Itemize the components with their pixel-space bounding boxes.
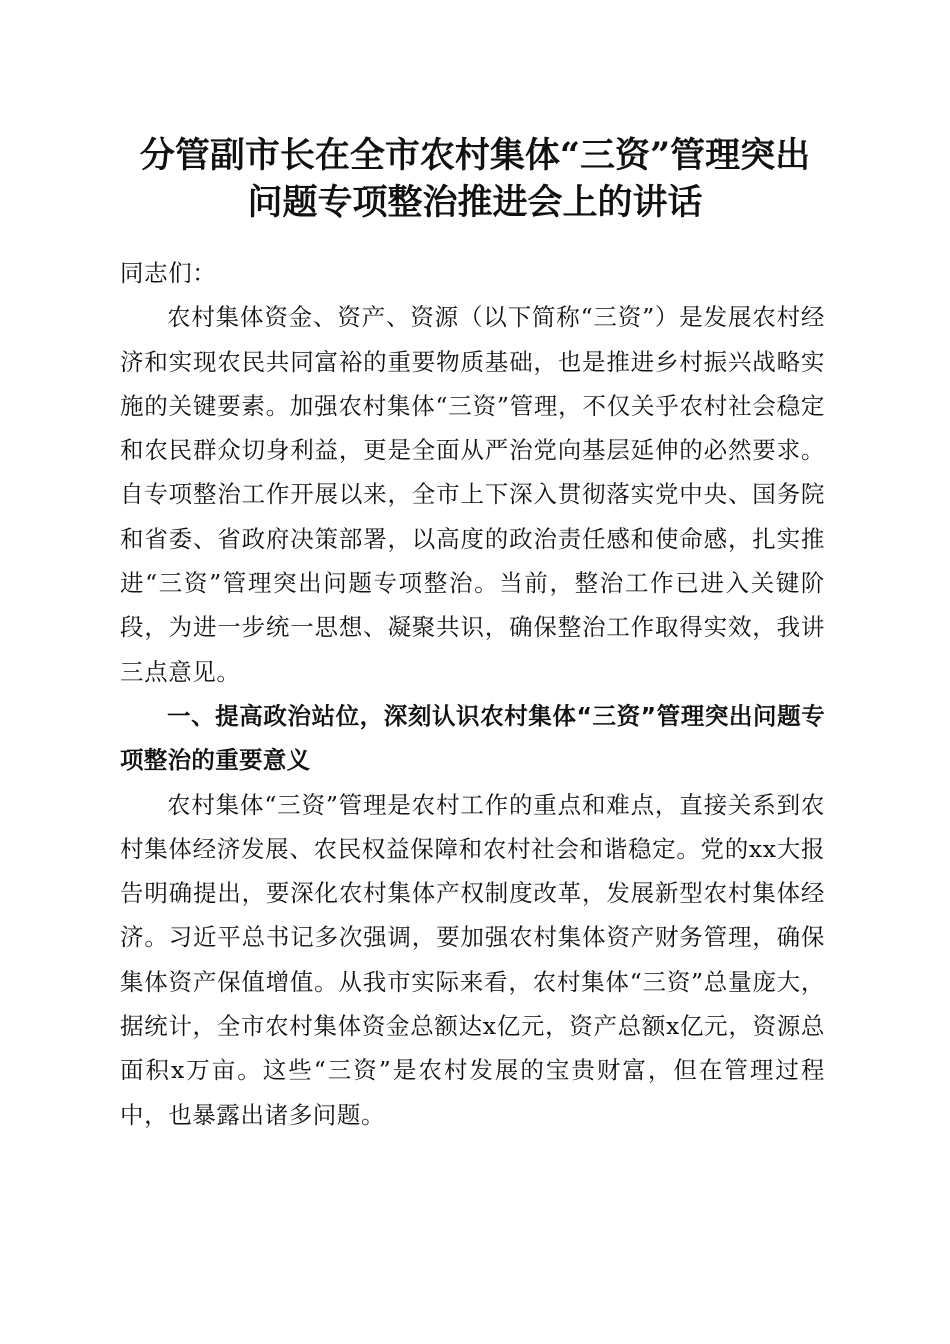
section-heading-1: 一、提高政治站位，深刻认识农村集体“三资”管理突出问题专项整治的重要意义: [120, 701, 825, 775]
paragraph-intro: 农村集体资金、资产、资源（以下简称“三资”）是发展农村经济和实现农民共同富裕的重要物质基础，也是推进乡村振兴战略实施的关键要素。加强农村集体“三资”管理，不仅关乎农村社会稳定和农民群众切身利益，更是全面从严治党向基层延伸的必然要求。自专项整治工作开展以来，全市上下深入贯彻落实党中央、国务院和省委、省政府决策部署，以高度的政治责任感和使命感，扎实推进“三资”管理突出问题专项整治。当前，整治工作已进入关键阶段，为进一步统一思想、凝聚共识，确保整治工作取得实效，我讲三点意见。: [120, 303, 825, 686]
salutation: 同志们：: [120, 259, 217, 287]
title-line-1: 分管副市长在全市农村集体“三资”管理突出: [139, 135, 811, 176]
paragraph-section-1: 农村集体“三资”管理是农村工作的重点和难点，直接关系到农村集体经济发展、农民权益保障和农村社会和谐稳定。党的xx大报告明确提出，要深化农村集体产权制度改革，发展新型农村集体经济。习近平总书记多次强调，要加强农村集体资产财务管理，确保集体资产保值增值。从我市实际来看，农村集体“三资”总量庞大，据统计，全市农村集体资金总额达x亿元，资产总额x亿元，资源总面积x万亩。这些“三资”是农村发展的宝贵财富，但在管理过程中，也暴露出诸多问题。: [120, 790, 825, 1129]
document-title: [100, 132, 850, 226]
title-line-2: 问题专项整治推进会上的讲话: [247, 182, 703, 223]
document-body: [120, 251, 825, 1137]
